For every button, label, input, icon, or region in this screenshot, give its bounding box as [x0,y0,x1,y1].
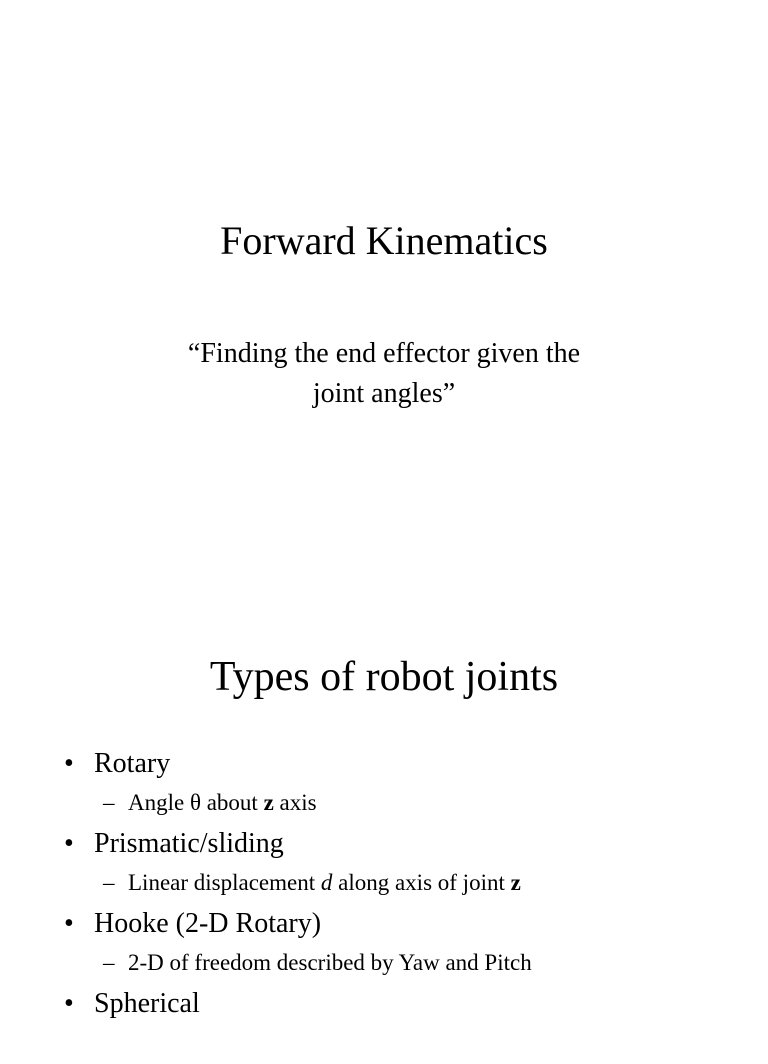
sub-bullet [128,868,521,898]
sub-bullet: – 2-D of freedom described by Yaw and Pitch [128,948,532,978]
slide-types-of-robot-joints [0,512,768,1024]
sub-bullet [128,788,317,818]
sub-bullet-text: Angle θ about [128,790,264,815]
displacement-symbol: d [320,870,333,895]
subtitle-line-1: “Finding the end effector given the [187,338,581,369]
slide-forward-kinematics [0,0,768,512]
bullet-label: • Spherical [94,984,200,1024]
axis-symbol: z [510,870,521,895]
slide-title: Forward Kinematics [220,218,548,263]
bullet-item-spherical [0,984,768,1064]
bullet-item-hooke [0,904,768,984]
bullet-item-prismatic [0,824,768,904]
bullet-label: • Hooke (2-D Rotary) [94,904,321,944]
bullet-list [0,744,768,1064]
sub-bullet-text: along axis of joint [332,870,511,895]
slide-title: Types of robot joints [209,654,559,700]
sub-bullet-text: axis [273,790,317,815]
slide-subtitle [0,334,768,414]
subtitle-line-2: joint angles” [312,378,456,409]
axis-symbol: z [263,790,274,815]
bullet-label: • Prismatic/sliding [94,824,284,864]
bullet-label: • Rotary [94,744,170,784]
sub-bullet-text: Linear displacement [128,870,321,895]
bullet-item-rotary [0,744,768,824]
